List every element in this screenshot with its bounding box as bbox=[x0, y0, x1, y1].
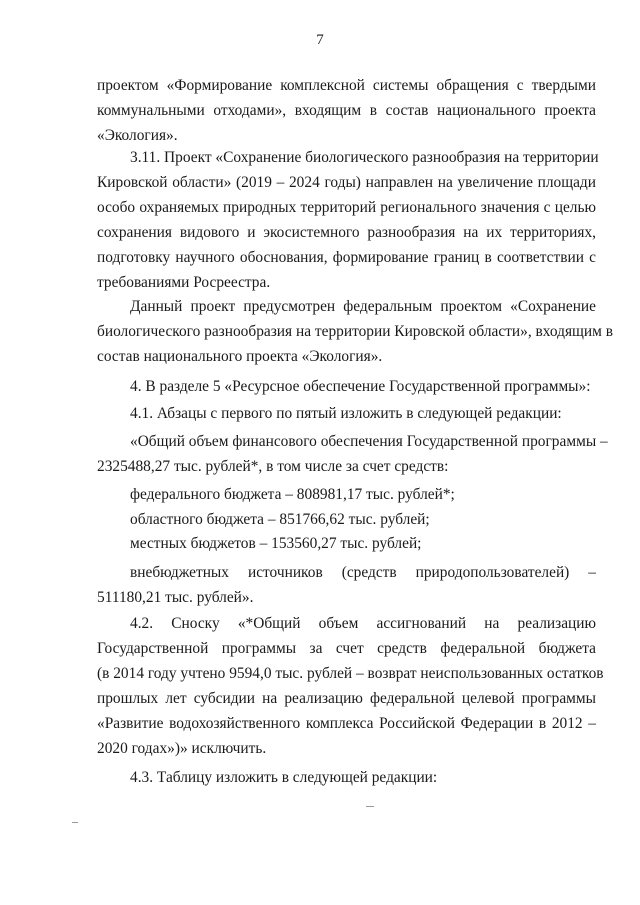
text-line: 511180,21 тыс. рублей». bbox=[97, 589, 254, 606]
text-line: биологического разнообразия на территории Кировской области», входящим в bbox=[97, 323, 613, 340]
text-line: сохранения видового и экосистемного разнообразия на их территориях, bbox=[97, 224, 596, 241]
text-line: 4.3. Таблицу изложить в следующей редакции: bbox=[130, 769, 438, 786]
scan-mark bbox=[366, 806, 374, 807]
text-line: 2325488,27 тыс. рублей*, в том числе за счет средств: bbox=[97, 458, 449, 475]
text-line: 4.1. Абзацы с первого по пятый изложить в следующей редакции: bbox=[130, 405, 562, 422]
text-line: проектом «Формирование комплексной системы обращения с твердыми bbox=[97, 77, 596, 94]
text-line: коммунальными отходами», входящим в состав национального проекта bbox=[97, 102, 596, 119]
text-line: (в 2014 году учтено 9594,0 тыс. рублей – возврат неиспользованных остатков bbox=[97, 665, 604, 682]
text-line: прошлых лет субсидии на реализацию федеральной целевой программы bbox=[97, 690, 596, 707]
text-line: Кировской области» (2019 – 2024 годы) направлен на увеличение площади bbox=[97, 174, 596, 191]
text-line: 3.11. Проект «Сохранение биологического разнообразия на территории bbox=[130, 149, 599, 166]
text-line: требованиями Росреестра. bbox=[97, 274, 271, 291]
text-line: особо охраняемых природных территорий регионального значения с целью bbox=[97, 199, 596, 216]
text-line: подготовку научного обоснования, формирование границ в соответствии с bbox=[97, 249, 596, 266]
text-line: 2020 годах»)» исключить. bbox=[97, 740, 267, 757]
text-line: «Развитие водохозяйственного комплекса Российской Федерации в 2012 – bbox=[97, 715, 596, 732]
page-number: 7 bbox=[316, 32, 324, 48]
text-line: областного бюджета – 851766,62 тыс. рублей; bbox=[130, 511, 430, 528]
text-line: состав национального проекта «Экология». bbox=[97, 348, 383, 365]
text-line: Данный проект предусмотрен федеральным проектом «Сохранение bbox=[130, 298, 596, 315]
text-line: Государственной программы за счет средств федеральной бюджета bbox=[97, 640, 596, 657]
text-line: федерального бюджета – 808981,17 тыс. рублей*; bbox=[130, 486, 455, 503]
scan-mark bbox=[72, 822, 78, 823]
text-line: внебюджетных источников (средств природопользователей) – bbox=[130, 564, 596, 581]
text-line: 4.2. Сноску «*Общий объем ассигнований на реализацию bbox=[130, 615, 596, 632]
text-line: «Общий объем финансового обеспечения Государственной программы – bbox=[130, 433, 608, 450]
text-line: 4. В разделе 5 «Ресурсное обеспечение Государственной программы»: bbox=[130, 378, 591, 395]
text-line: «Экология». bbox=[97, 127, 178, 144]
text-line: местных бюджетов – 153560,27 тыс. рублей; bbox=[130, 535, 422, 552]
